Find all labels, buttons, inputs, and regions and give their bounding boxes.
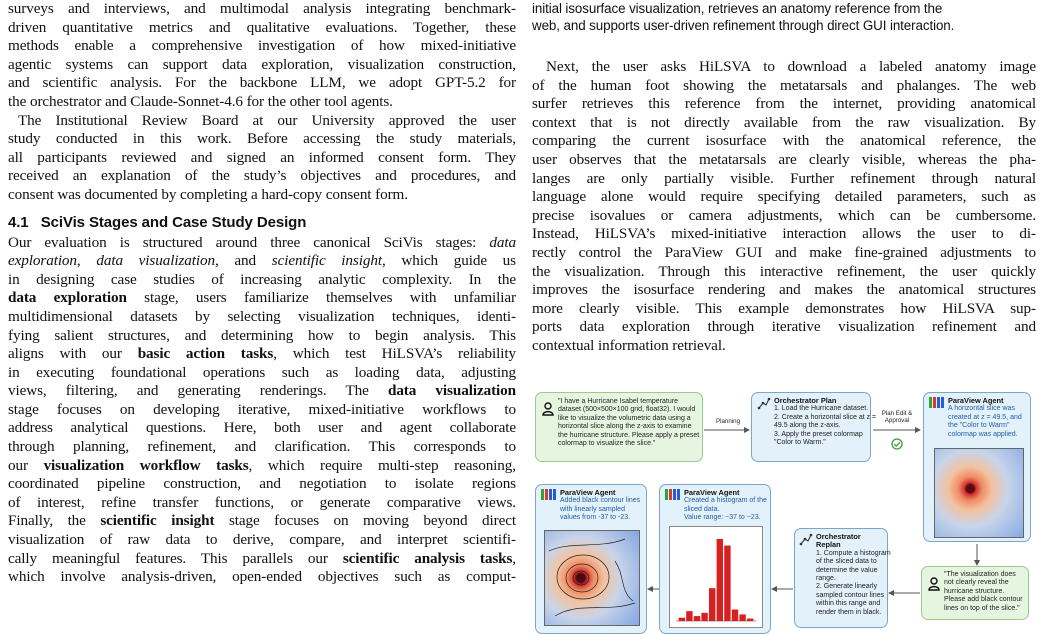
text-line: within this range and: [816, 600, 881, 608]
arrow-icon: [973, 544, 981, 566]
right-column: [532, 0, 1036, 356]
text-line: Please add black contour: [944, 596, 1023, 604]
user-request-box: [535, 392, 703, 462]
text-line: like to visualize the volumetric data using a: [558, 414, 691, 422]
orchestrator-plan-box: [751, 392, 877, 462]
text-line: rectly control the ParaView GUI and make fine-grained adjustments to: [532, 243, 1036, 261]
text-line: Our evaluation is structured around three canonical SciVis stages: data: [8, 233, 516, 251]
workflow-figure: [535, 388, 1033, 634]
text-line: dataset (500×500×100 grid, float32). I would: [558, 406, 696, 414]
text-line: cally meaningful features. This parallels our scientific analysis tasks,: [8, 549, 516, 567]
text-line: agentic systems can support data exploration, visualization construction,: [8, 55, 516, 73]
left-column: [8, 0, 516, 587]
text-line: context that is not directly available from the raw visualization. By: [532, 113, 1036, 131]
text-line: methods enable a comprehensive investigation of how mixed-initiative: [8, 37, 516, 55]
slice-image: [934, 448, 1024, 538]
text-line: Added black contour lines: [560, 497, 641, 505]
text-line: ports data exploration through iterative visualization refinement and: [532, 318, 1036, 336]
text-line: Instead, HiLSVA’s mixed-initiative interaction allows the user to di-: [532, 225, 1036, 243]
histogram-plot: [669, 526, 763, 628]
plan-edit-label: Plan Edit & Approval: [881, 410, 913, 424]
text-line: in designing case studies of increasing analytic complexity. In the: [8, 270, 516, 288]
text-line: A horizontal slice was: [948, 405, 1015, 413]
text-line: values from -37 to -23.: [560, 514, 631, 522]
paraview-logo-icon: [541, 489, 557, 503]
text-line: 49.5 along the z-axis.: [774, 422, 841, 430]
paraview-logo-icon: [665, 489, 681, 503]
text-line: improves the isosurface rendering and makes the anatomical structures: [532, 281, 1036, 299]
figure-caption: [532, 0, 1036, 34]
text-line: of the human foot showing the metatarsals and phalanges. The web: [532, 76, 1036, 94]
text-line: views, filtering, and generating renderings. The data visualization: [8, 382, 516, 400]
text-line: exploration, data visualization, and scientific insight, which guide us: [8, 252, 516, 270]
histogram-bar: [739, 614, 745, 621]
replan-title: Orchestrator Replan: [816, 532, 861, 550]
text-line: stage focuses on developing iterative, mixed-initiative workflows to: [8, 400, 516, 418]
arrow-icon: [888, 589, 920, 597]
text-line: horizontal slice along the z-axis to examine: [558, 423, 692, 431]
text-line: precise isovalues or camera adjustments, which can be cumbersome.: [532, 206, 1036, 224]
text-line: our visualization workflow tasks, which require multi-step reasoning,: [8, 456, 516, 474]
histogram-bar: [694, 616, 700, 621]
text-line: lines on top of the slice.": [944, 604, 1020, 612]
text-line: 2. Create a horizontal slice at z =: [774, 413, 877, 421]
text-line: the visualization. Through this interactive refinement, the user quickly: [532, 262, 1036, 280]
text-line: Value range: −37 to −23.: [684, 514, 761, 522]
text-line: more clearly visible. This example demonstrates how HiLSVA sup-: [532, 299, 1036, 317]
orchestrator-icon: [799, 533, 813, 549]
text-line: multidimensional datasets by selecting visualization techniques, identi-: [8, 307, 516, 325]
text-line: "Color to Warm.": [774, 439, 826, 447]
section-heading: [8, 214, 516, 234]
text-line: which involve analysis-driven, open-ended objectives such as comput-: [8, 568, 516, 586]
text-line: aligns with our basic action tasks, which test HiLSVA’s reliability: [8, 345, 516, 363]
text-line: fying salient structures, and determining how to begin analysis. This: [8, 326, 516, 344]
text-line: visualization of raw data to derive, compare, and interpret scientifi-: [8, 531, 516, 549]
text-line: data exploration stage, users familiarize themselves with unfamiliar: [8, 289, 516, 307]
histogram-bar: [686, 611, 692, 621]
text-line: through planning, refinement, and clarification. This corresponds to: [8, 438, 516, 456]
text-line: range.: [816, 575, 836, 583]
text-line: comparing the current isosurface with the anatomical reference, the: [532, 132, 1036, 150]
user-icon: [542, 402, 554, 419]
text-line: web, and supports user-driven refinement through direct GUI interaction.: [532, 18, 955, 33]
histogram-bar: [717, 539, 723, 621]
text-line: Created a histogram of the: [684, 497, 767, 505]
text-line: address analytical questions. Here, both user and agent collaborate: [8, 419, 516, 437]
text-line: user observes that the metatarsals are clearly visible, whereas the pha-: [532, 150, 1036, 168]
text-line: 1. Compute a histogram: [816, 549, 891, 557]
text-line: Finally, the scientific insight stage focuses on moving beyond direct: [8, 512, 516, 530]
text-line: 2. Generate linearly: [816, 583, 878, 591]
paragraph-irb: [8, 112, 516, 205]
planning-label: Planning: [715, 418, 741, 425]
text-line: driven quantitative metrics and qualitative evaluations. Together, these: [8, 18, 516, 36]
text-line: sliced data.: [684, 505, 720, 513]
text-line: hurricane structure.: [944, 587, 1005, 595]
approval-check-icon: [891, 438, 903, 450]
text-line: created at z = 49.5, and: [948, 413, 1022, 421]
text-line: 1. Load the Hurricane dataset.: [774, 405, 869, 413]
text-line: contextual information retrieval.: [532, 336, 726, 354]
contour-image: [544, 530, 640, 626]
paraview-logo-icon: [929, 397, 945, 411]
text-line: Next, the user asks HiLSVA to download a labeled anatomy image: [546, 58, 1036, 75]
text-line: "I have a Hurricane Isabel temperature: [558, 398, 678, 405]
section-title: SciVis Stages and Case Study Design: [40, 213, 307, 231]
agent-title: ParaView Agent: [560, 488, 616, 497]
section-number: 4.1: [8, 213, 29, 231]
text-line: render them in black.: [816, 608, 882, 616]
text-line: surfer retrieves this reference from the internet, providing anatomical: [532, 95, 1036, 113]
agent-title: ParaView Agent: [948, 396, 1004, 405]
arrow-icon: [704, 426, 750, 434]
paragraph-next: [532, 58, 1036, 356]
arrow-icon: [771, 585, 793, 593]
paragraph-methods: [8, 0, 516, 112]
text-line: consent was documented by completing a hard-copy consent form.: [8, 185, 408, 203]
user-feedback-box: [921, 566, 1029, 620]
text-line: the orchestrator and Claude-Sonnet-4.6 for the other tool agents.: [8, 92, 393, 110]
text-line: determine the value: [816, 566, 878, 574]
text-line: sampled contour lines: [816, 591, 885, 599]
text-line: received an explanation of the study’s objectives and procedures, and: [8, 167, 516, 185]
text-line: language alone would require specifying detailed parameters, such as: [532, 188, 1036, 206]
text-line: all participants reviewed and signed an informed consent form. They: [8, 148, 516, 166]
text-line: colormap was applied.: [948, 430, 1018, 438]
histogram-bar: [679, 618, 685, 621]
text-line: The Institutional Review Board at our University approved the user: [18, 111, 516, 129]
text-line: "The visualization does: [944, 571, 1016, 578]
text-line: 3. Apply the preset colormap: [774, 430, 863, 438]
text-line: colormap to visualize the slice.": [558, 440, 656, 448]
agent-title: ParaView Agent: [684, 488, 740, 497]
text-line: of interest, refine transfer functions, or generate comparative views.: [8, 493, 516, 511]
text-line: study conducted in this work. Before accessing the study materials,: [8, 130, 516, 148]
text-line: not clearly reveal the: [944, 579, 1009, 587]
text-line: initial isosurface visualization, retrieves an anatomy reference from the: [532, 1, 943, 16]
orchestrator-replan-box: [794, 528, 891, 628]
text-line: in executing foundational operations such as loading data, adjusting: [8, 363, 516, 381]
text-line: surveys and interviews, and multimodal analysis integrating benchmark-: [8, 0, 516, 17]
histogram-bar: [701, 613, 707, 621]
histogram-bar: [747, 619, 753, 621]
text-line: of the sliced data to: [816, 558, 877, 566]
text-line: and scientific analysis. For the backbone LLM, we adopt GPT-5.2 for: [8, 74, 516, 92]
arrow-icon: [647, 585, 659, 593]
orchestrator-icon: [757, 397, 771, 413]
user-icon: [928, 577, 940, 594]
text-line: the hurricane structure. Please apply a preset: [558, 431, 700, 439]
text-line: langes are only partially visible. Further refinement through natural: [532, 169, 1036, 187]
text-line: with linearly sampled: [560, 505, 625, 513]
plan-title: Orchestrator Plan: [774, 396, 837, 405]
text-line: the "Color to Warm": [948, 422, 1010, 430]
text-line: coordinated pipeline construction, and negotiation to isolate regions: [8, 475, 516, 493]
histogram-bar: [709, 588, 715, 621]
arrow-icon: [873, 426, 921, 434]
histogram-bar: [732, 610, 738, 621]
histogram-bar: [724, 546, 730, 621]
paragraph-stages: [8, 234, 516, 587]
